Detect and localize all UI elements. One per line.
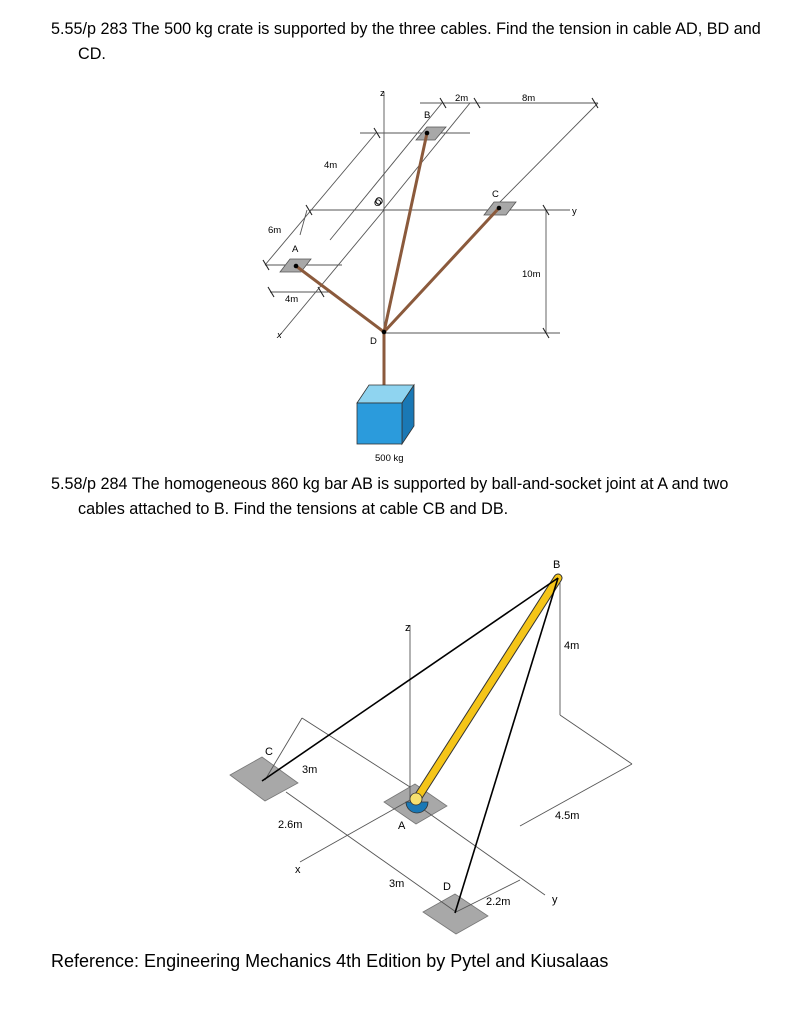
axis-z-label-2: z (405, 622, 411, 634)
problem-1-line-2: CD. (78, 45, 106, 63)
crate-cable-figure (0, 70, 805, 470)
cables (296, 133, 499, 388)
left-edge-line (265, 133, 376, 265)
axis-y-label: y (572, 206, 577, 217)
b-floor-line (560, 715, 632, 764)
dim-3m-c-label: 3m (302, 764, 318, 776)
problem-1-statement (51, 17, 796, 67)
problem-2-statement (51, 472, 796, 522)
dim-8m-label: 8m (522, 93, 536, 104)
dim-6m-label: 6m (268, 225, 282, 236)
cable-bd (384, 133, 427, 332)
dim-4-5m-label: 4.5m (555, 810, 580, 822)
x-axis-line-2 (300, 800, 410, 862)
right-edge-line (492, 103, 598, 210)
axis-z-label: z (380, 88, 385, 99)
point-b-label-2: B (553, 559, 561, 571)
dim-10m-label: 10m (522, 269, 541, 280)
dim-4m-bottom-label: 4m (285, 294, 299, 305)
bar-ab (418, 578, 558, 797)
point-c-label-2: C (265, 746, 273, 758)
problem-2-line-2: cables attached to B. Find the tensions at cable CB and DB. (78, 500, 509, 518)
axis-x-label: x (277, 330, 282, 341)
cable-db (455, 578, 558, 913)
cable-cd (384, 208, 499, 332)
bar-cable-figure (0, 545, 805, 945)
dim-2-2m-label: 2.2m (486, 896, 511, 908)
dim-2-6m-label: 2.6m (278, 819, 303, 831)
axis-y-label-2: y (552, 894, 558, 906)
point-a-label-2: A (398, 820, 406, 832)
dim-3m-d-label: 3m (389, 878, 405, 890)
problem-2-line-1: 5.58/p 284 The homogeneous 860 kg bar AB is supported by ball-and-socket joint at A and two (51, 475, 729, 493)
problem-1-line-1: 5.55/p 283 The 500 kg crate is supported by the three cables. Find the tension in cable AD, BD and (51, 20, 761, 38)
point-b-label: B (424, 110, 431, 121)
y-axis-line-2 (410, 800, 545, 895)
point-a-label: A (292, 244, 299, 255)
b-edge-line (330, 103, 442, 240)
c-back-line (302, 718, 410, 787)
origin-label: O (374, 198, 382, 209)
reference-citation: Reference: Engineering Mechanics 4th Edition by Pytel and Kiusalaas (51, 951, 609, 971)
axis-x-label-2: x (295, 864, 301, 876)
point-c-label: C (492, 189, 499, 200)
support-plates (280, 127, 516, 272)
point-d-label: D (370, 336, 377, 347)
dim-4m-top-label: 4m (324, 160, 338, 171)
point-d-label-2: D (443, 881, 451, 893)
dim-4m-label-2: 4m (564, 640, 580, 652)
mass-label: 500 kg (375, 453, 404, 464)
plate-d-2 (423, 894, 488, 934)
dim-2m-label: 2m (455, 93, 469, 104)
crate (357, 385, 414, 444)
cable-ad (296, 266, 384, 332)
